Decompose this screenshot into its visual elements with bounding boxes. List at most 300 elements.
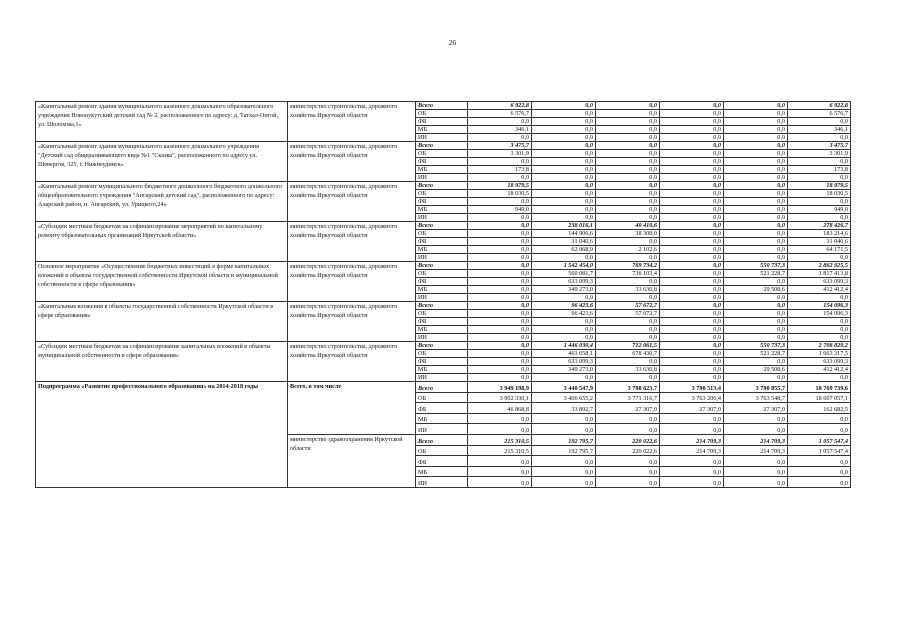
year-value: 0,0 [532,110,596,118]
year-value: 192 795,7 [532,445,596,456]
measure-description: Подпрограмма «Развитие профессионального образования» на 2014-2018 годы [36,382,288,488]
funding-source: Всего [416,262,468,270]
year-value: 0,0 [724,142,788,150]
year-value: 0,0 [724,466,788,477]
total-value: 64 171,5 [788,246,851,254]
total-value: 2 708 829,2 [788,342,851,350]
year-value: 0,0 [468,270,532,278]
table-row [36,102,851,110]
total-value: 31 040,6 [788,238,851,246]
year-value: 0,0 [660,294,724,302]
year-value: 0,0 [596,206,660,214]
total-value: 278 426,7 [788,222,851,230]
year-value: 144 906,6 [532,230,596,238]
funding-source: МБ [416,166,468,174]
funding-source: МБ [416,286,468,294]
year-value: 27 307,0 [596,403,660,414]
year-value: 0,0 [660,198,724,206]
year-value: 0,0 [468,358,532,366]
year-value: 0,0 [468,286,532,294]
year-value: 0,0 [660,222,724,230]
year-value: 3 771 316,7 [596,392,660,403]
year-value: 0,0 [660,310,724,318]
year-value: 0,0 [660,110,724,118]
total-value: 346,1 [788,126,851,134]
year-value: 0,0 [596,413,660,424]
year-value: 0,0 [468,424,532,435]
year-value: 678 430,7 [596,350,660,358]
year-value: 0,0 [660,424,724,435]
year-value: 0,0 [468,350,532,358]
funding-source: Всего [416,342,468,350]
year-value: 0,0 [468,158,532,166]
funding-source: Всего [416,142,468,150]
responsible-executor: министерство строительства, дорожного хозяйства Иркутской области [288,182,416,222]
measure-description: «Капитальный ремонт здания муниципального казенного дошкольного образовательного учреждения Новонукутский детский сад № 2, расположенного по адресу: д. Татхал-Онгой, ул. Шолохова,1» [36,102,288,142]
funding-source: Всего [416,222,468,230]
year-value: 0,0 [724,424,788,435]
year-value: 0,0 [532,477,596,488]
budget-table-wrap [35,101,850,488]
year-value: 214 709,3 [660,434,724,445]
year-value: 27 307,0 [660,403,724,414]
year-value: 0,0 [596,158,660,166]
funding-source: ИИ [416,477,468,488]
funding-source: Всего [416,182,468,190]
year-value: 0,0 [660,254,724,262]
year-value: 0,0 [724,206,788,214]
measure-description: «Капитальный ремонт муниципального бюджетного дошкольного бюджетного дошкольного общеобразовательного учреждения "Ангарский детский сад", расположенного по адресу: Аларский район, п. Ангарский, ул. Урицкого,24» [36,182,288,222]
year-value: 0,0 [468,278,532,286]
year-value: 0,0 [660,214,724,222]
funding-source: ИИ [416,334,468,342]
funding-source: ФБ [416,118,468,126]
year-value: 3 763 548,7 [724,392,788,403]
year-value: 0,0 [596,477,660,488]
total-value: 1 057 547,4 [788,445,851,456]
page-number: 26 [448,38,457,47]
year-value: 0,0 [468,413,532,424]
year-value: 0,0 [596,214,660,222]
total-value: 633 099,3 [788,278,851,286]
year-value: 0,0 [724,134,788,142]
year-value: 33 630,8 [596,286,660,294]
year-value: 3 301,9 [468,150,532,158]
year-value: 0,0 [724,126,788,134]
responsible-executor: министерство строительства, дорожного хозяйства Иркутской области [288,262,416,302]
total-value: 173,8 [788,166,851,174]
year-value: 0,0 [724,238,788,246]
year-value: 349 273,0 [532,366,596,374]
year-value: 0,0 [724,254,788,262]
funding-source: МБ [416,126,468,134]
year-value: 346,1 [468,126,532,134]
year-value: 0,0 [724,318,788,326]
year-value: 0,0 [468,456,532,467]
year-value: 0,0 [660,270,724,278]
year-value: 0,0 [596,110,660,118]
funding-source: ФБ [416,278,468,286]
year-value: 349 273,0 [532,286,596,294]
year-value: 0,0 [724,214,788,222]
year-value: 215 310,5 [468,445,532,456]
total-value: 3 475,7 [788,142,851,150]
year-value: 0,0 [660,358,724,366]
year-value: 3 902 330,1 [468,392,532,403]
year-value: 214 709,3 [660,445,724,456]
measure-description: «Субсидии местным бюджетам на софинансирование капитальных вложений в объекты муниципальной собственности в сфере образования» [36,342,288,382]
year-value: 0,0 [660,318,724,326]
table-row [36,302,851,310]
funding-source: ИИ [416,374,468,382]
year-value: 0,0 [660,230,724,238]
table-row [36,342,851,350]
year-value: 3 763 206,4 [660,392,724,403]
year-value: 0,0 [660,456,724,467]
funding-source: Всего [416,102,468,110]
year-value: 0,0 [660,466,724,477]
year-value: 0,0 [660,142,724,150]
funding-source: ОБ [416,230,468,238]
year-value: 0,0 [596,374,660,382]
total-value: 1 663 317,5 [788,350,851,358]
funding-source: ФБ [416,358,468,366]
responsible-executor: министерство строительства, дорожного хозяйства Иркутской области [288,222,416,262]
year-value: 0,0 [532,182,596,190]
year-value: 0,0 [724,334,788,342]
total-value: 0,0 [788,174,851,182]
total-value: 412 412,4 [788,286,851,294]
year-value: 0,0 [724,456,788,467]
total-value: 0,0 [788,294,851,302]
funding-source: ОБ [416,350,468,358]
year-value: 0,0 [532,326,596,334]
year-value: 0,0 [532,166,596,174]
year-value: 0,0 [596,278,660,286]
year-value: 0,0 [468,118,532,126]
funding-source: ОБ [416,445,468,456]
funding-source: ОБ [416,310,468,318]
year-value: 3 949 198,9 [468,382,532,393]
year-value: 1 446 030,4 [532,342,596,350]
year-value: 0,0 [724,374,788,382]
year-value: 0,0 [724,302,788,310]
responsible-executor: министерство здравоохранения Иркутской области [288,434,416,487]
year-value: 2 102,6 [596,246,660,254]
year-value: 96 423,6 [532,310,596,318]
responsible-executor: министерство строительства, дорожного хозяйства Иркутской области [288,102,416,142]
total-value: 0,0 [788,118,851,126]
year-value: 0,0 [532,158,596,166]
funding-source: МБ [416,326,468,334]
funding-source: ИИ [416,134,468,142]
total-value: 18 607 057,1 [788,392,851,403]
year-value: 0,0 [596,294,660,302]
year-value: 214 709,3 [724,434,788,445]
year-value: 0,0 [468,466,532,477]
year-value: 0,0 [660,278,724,286]
total-value: 0,0 [788,254,851,262]
responsible-executor: министерство строительства, дорожного хозяйства Иркутской области [288,342,416,382]
year-value: 57 672,7 [596,310,660,318]
year-value: 0,0 [660,158,724,166]
year-value: 0,0 [660,134,724,142]
responsible-executor: министерство строительства, дорожного хозяйства Иркутской области [288,142,416,182]
year-value: 769 734,2 [596,262,660,270]
year-value: 173,8 [468,166,532,174]
year-value: 0,0 [468,222,532,230]
total-value: 0,0 [788,214,851,222]
year-value: 0,0 [468,318,532,326]
year-value: 560 081,7 [532,270,596,278]
funding-source: ИИ [416,294,468,302]
funding-source: ОБ [416,110,468,118]
year-value: 550 737,3 [724,342,788,350]
year-value: 38 308,0 [596,230,660,238]
year-value: 0,0 [532,174,596,182]
total-value: 0,0 [788,374,851,382]
funding-source: ОБ [416,150,468,158]
total-value: 1 057 547,4 [788,434,851,445]
funding-source: ФБ [416,456,468,467]
total-value: 0,0 [788,477,851,488]
year-value: 0,0 [724,246,788,254]
year-value: 0,0 [468,334,532,342]
total-value: 18 030,5 [788,190,851,198]
year-value: 463 658,1 [532,350,596,358]
year-value: 0,0 [660,374,724,382]
measure-description: «Капитальные вложения в объекты государственной собственности Иркутской области в сфере образования» [36,302,288,342]
year-value: 33 892,7 [532,403,596,414]
year-value: 0,0 [468,374,532,382]
year-value: 0,0 [532,118,596,126]
year-value: 238 016,1 [532,222,596,230]
year-value: 0,0 [724,182,788,190]
responsible-executor: министерство строительства, дорожного хозяйства Иркутской области [288,302,416,342]
total-value: 18 769 739,6 [788,382,851,393]
measure-description: «Капитальный ремонт здания муниципального казенного дошкольного учреждения "Детский сад общеразвивающего вида №1 "Сказка", расположенного по адресу ул. Шевергов, 325, г. Нижнеудинск» [36,142,288,182]
year-value: 0,0 [660,286,724,294]
year-value: 0,0 [532,126,596,134]
total-value: 3 301,9 [788,150,851,158]
year-value: 0,0 [660,246,724,254]
year-value: 214 709,3 [724,445,788,456]
year-value: 0,0 [532,254,596,262]
year-value: 0,0 [660,334,724,342]
year-value: 0,0 [468,477,532,488]
year-value: 220 022,6 [596,445,660,456]
year-value: 0,0 [724,118,788,126]
year-value: 0,0 [660,477,724,488]
year-value: 0,0 [596,118,660,126]
year-value: 0,0 [532,424,596,435]
table-row [36,222,851,230]
total-value: 0,0 [788,424,851,435]
year-value: 0,0 [532,102,596,110]
funding-source: ОБ [416,190,468,198]
year-value: 736 103,4 [596,270,660,278]
total-value: 0,0 [788,413,851,424]
year-value: 0,0 [724,326,788,334]
funding-source: МБ [416,413,468,424]
year-value: 0,0 [660,166,724,174]
funding-source: МБ [416,366,468,374]
year-value: 0,0 [724,190,788,198]
year-value: 0,0 [724,222,788,230]
year-value: 0,0 [596,174,660,182]
year-value: 0,0 [468,302,532,310]
year-value: 0,0 [468,246,532,254]
year-value: 0,0 [596,254,660,262]
year-value: 0,0 [532,374,596,382]
funding-source: ИИ [416,424,468,435]
funding-source: ФБ [416,158,468,166]
total-value: 154 096,3 [788,310,851,318]
year-value: 0,0 [468,342,532,350]
year-value: 0,0 [596,190,660,198]
year-value: 0,0 [660,350,724,358]
year-value: 0,0 [596,102,660,110]
funding-source: Всего [416,434,468,445]
table-row [36,382,851,393]
year-value: 0,0 [532,206,596,214]
year-value: 0,0 [660,150,724,158]
year-value: 3 798 623,7 [596,382,660,393]
year-value: 0,0 [596,198,660,206]
year-value: 0,0 [532,294,596,302]
year-value: 0,0 [596,466,660,477]
year-value: 3 475,7 [468,142,532,150]
year-value: 0,0 [660,302,724,310]
total-value: 0,0 [788,456,851,467]
total-value: 154 096,3 [788,302,851,310]
year-value: 0,0 [660,326,724,334]
funding-source: ФБ [416,318,468,326]
year-value: 0,0 [596,424,660,435]
funding-source: МБ [416,206,468,214]
year-value: 0,0 [596,126,660,134]
total-value: 949,0 [788,206,851,214]
year-value: 550 737,3 [724,262,788,270]
table-row [36,182,851,190]
year-value: 0,0 [468,214,532,222]
funding-source: Всего [416,382,468,393]
year-value: 3 790 513,4 [660,382,724,393]
year-value: 40 410,6 [596,222,660,230]
year-value: 0,0 [660,182,724,190]
year-value: 0,0 [532,214,596,222]
year-value: 29 508,6 [724,366,788,374]
year-value: 0,0 [724,150,788,158]
year-value: 0,0 [596,318,660,326]
total-value: 0,0 [788,134,851,142]
year-value: 0,0 [468,198,532,206]
year-value: 0,0 [660,262,724,270]
year-value: 0,0 [532,413,596,424]
funding-source: ОБ [416,392,468,403]
year-value: 192 795,7 [532,434,596,445]
year-value: 0,0 [724,278,788,286]
total-value: 183 214,6 [788,230,851,238]
year-value: 0,0 [532,150,596,158]
year-value: 0,0 [724,358,788,366]
year-value: 31 040,6 [532,238,596,246]
year-value: 1 542 454,0 [532,262,596,270]
year-value: 0,0 [596,326,660,334]
year-value: 0,0 [724,110,788,118]
year-value: 949,0 [468,206,532,214]
year-value: 0,0 [532,190,596,198]
year-value: 6 922,8 [468,102,532,110]
year-value: 0,0 [724,158,788,166]
year-value: 0,0 [468,134,532,142]
year-value: 0,0 [468,366,532,374]
year-value: 0,0 [468,262,532,270]
year-value: 62 068,9 [532,246,596,254]
year-value: 0,0 [468,326,532,334]
funding-source: ИИ [416,254,468,262]
year-value: 3 790 855,7 [724,382,788,393]
year-value: 0,0 [468,238,532,246]
table-body [36,102,851,488]
year-value: 0,0 [724,477,788,488]
measure-description: «Субсидии местным бюджетам на софинансирование мероприятий по капитальному ремонту образовательных организаций Иркутской области» [36,222,288,262]
total-value: 412 412,4 [788,366,851,374]
year-value: 0,0 [660,206,724,214]
year-value: 3 440 547,9 [532,382,596,393]
year-value: 0,0 [660,102,724,110]
year-value: 0,0 [532,466,596,477]
funding-source: ОБ [416,270,468,278]
year-value: 0,0 [468,230,532,238]
year-value: 29 508,6 [724,286,788,294]
year-value: 0,0 [660,126,724,134]
year-value: 0,0 [468,310,532,318]
year-value: 0,0 [596,134,660,142]
year-value: 0,0 [596,142,660,150]
year-value: 0,0 [596,238,660,246]
year-value: 0,0 [724,198,788,206]
year-value: 33 630,8 [596,366,660,374]
funding-source: ФБ [416,198,468,206]
year-value: 0,0 [724,102,788,110]
funding-source: МБ [416,246,468,254]
year-value: 0,0 [596,456,660,467]
year-value: 0,0 [596,334,660,342]
year-value: 0,0 [596,166,660,174]
year-value: 0,0 [532,142,596,150]
total-value: 0,0 [788,318,851,326]
budget-table [35,101,851,488]
year-value: 0,0 [724,230,788,238]
year-value: 0,0 [660,366,724,374]
total-value: 6 576,7 [788,110,851,118]
total-value: 0,0 [788,158,851,166]
total-value: 0,0 [788,198,851,206]
year-value: 0,0 [660,190,724,198]
year-value: 6 576,7 [468,110,532,118]
table-row [36,262,851,270]
year-value: 0,0 [660,174,724,182]
funding-source: ФБ [416,403,468,414]
year-value: 0,0 [532,198,596,206]
measure-description: Основное мероприятие «Осуществление бюджетных инвестиций в форме капитальных вложений в объекты государственной собственности Иркутской области и муниципальной собственности в сфере образования» [36,262,288,302]
year-value: 0,0 [660,342,724,350]
year-value: 215 310,5 [468,434,532,445]
total-value: 6 922,8 [788,102,851,110]
funding-source: ИИ [416,214,468,222]
total-value: 633 099,3 [788,358,851,366]
